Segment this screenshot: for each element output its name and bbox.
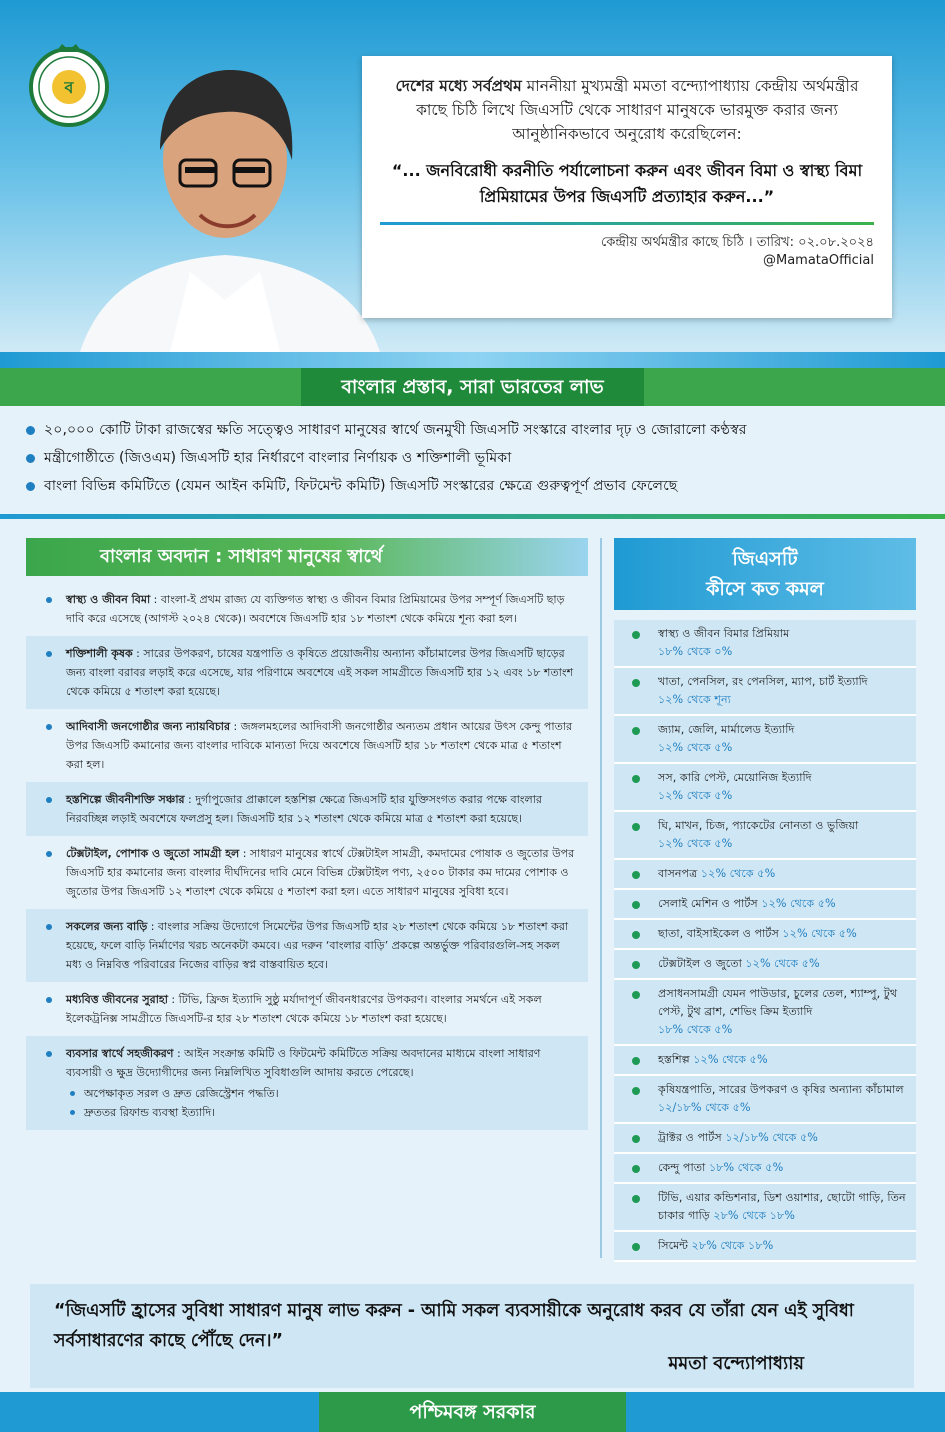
list-item: কৃষিযন্ত্রপাতি, সারের উপকরণ ও কৃষির অন্যান্য কাঁচামাল ১২/১৮% থেকে ৫% [614, 1076, 916, 1124]
divider [0, 514, 945, 519]
footer-quote-box [30, 1284, 914, 1388]
footer-band [0, 1392, 945, 1432]
letter-quote: “... জনবিরোধী করনীতি পর্যালোচনা করুন এবং জীবন বিমা ও স্বাস্থ্য বিমা প্রিমিয়ামের উপর জিএসটি প্রত্যাহার করুন...” [391, 161, 863, 206]
list-item: ট্রাক্টর ও পার্টস ১২/১৮% থেকে ৫% [614, 1124, 916, 1154]
sub-list [66, 1084, 576, 1122]
list-item: সকলের জন্য বাড়ি : বাংলার সক্রিয় উদ্যোগে সিমেন্টের উপর জিএসটি হার ২৮ শতাংশ থেকে কমিয়ে ১৮ শতাংশ করা হয়েছে, ফলে বাড়ি নির্মাণের খরচ অনেকটা কমবে। এর দরুন ‘বাংলার বাড়ি’ প্রকল্পে অন্তর্ভুক্ত পরিবারগুলি-সহ সকল মধ্য ও নিম্নবিত্ত পরিবারের নিজের বাড়ির স্বপ্ন বাস্তবায়িত হবে। [26, 909, 588, 982]
contribution-heading: বাংলার অবদান : সাধারণ মানুষের স্বার্থে [26, 538, 588, 576]
signature: মমতা বন্দ্যোপাধ্যায় [668, 1353, 804, 1374]
letter-source: কেন্দ্রীয় অর্থমন্ত্রীর কাছে চিঠি । তারিখ: ০২.০৮.২০২৪ [600, 235, 874, 250]
government-name: পশ্চিমবঙ্গ সরকার [319, 1392, 625, 1432]
heading-line-2: কীসে কত কমল [706, 578, 824, 600]
sub-list-item: অপেক্ষাকৃত সরল ও দ্রুত রেজিস্ট্রেশন পদ্ধতি। [66, 1084, 576, 1103]
column-divider [600, 538, 602, 1258]
list-item: প্রসাধনসামগ্রী যেমন পাউডার, চুলের তেল, শ্যাম্পু, টুথ পেস্ট, টুথ ব্রাশ, শেভিং ক্রিম ইত্যাদি ১৮% থেকে ৫% [614, 980, 916, 1046]
list-item: ব্যবসার স্বার্থে সহজীকরণ : আইন সংক্রান্ত কমিটি ও ফিটমেন্ট কমিটিতে সক্রিয় অবদানের মাধ্যমে বাংলা সাধারণ ব্যবসায়ী ও ক্ষুদ্র উদ্যোগীদের জন্য নিম্নলিখিত সুবিধাগুলি আদায় করতে পেরেছে। অপেক্ষাকৃত সরল ও দ্রুত রেজিস্ট্রেশন পদ্ধতি। দ্রুততর রিফান্ড ব্যবস্থা ইত্যাদি। [26, 1036, 588, 1130]
list-item: শক্তিশালী কৃষক : সারের উপকরণ, চাষের যন্ত্রপাতি ও কৃষিতে প্রয়োজনীয় অন্যান্য কাঁচামালের উপর জিএসটি ছাড়ের জন্য বাংলা বরাবর লড়াই করে এসেছে, যার পরিণামে অবশেষে এই সকল সামগ্রীতে জিএসটি হার ১২ এবং ১৮ শতাংশ থেকে কমিয়ে ৫ শতাংশ করা হয়েছে। [26, 636, 588, 709]
list-item: সিমেন্ট ২৮% থেকে ১৮% [614, 1232, 916, 1262]
heading-line-1: জিএসটি [732, 548, 798, 570]
list-item: জ্যাম, জেলি, মার্মালেড ইত্যাদি ১২% থেকে ৫% [614, 716, 916, 764]
intro-text: দেশের মধ্যে সর্বপ্রথম মাননীয়া মুখ্যমন্ত্রী মমতা বন্দ্যোপাধ্যায় কেন্দ্রীয় অর্থমন্ত্রীর কাছে চিঠি লিখে জিএসটি থেকে সাধারণ মানুষকে ভারমুক্ত করার জন্য আনুষ্ঠানিকভাবে অনুরোধ করেছিলেন: [395, 77, 859, 143]
list-item: টেক্সটাইল ও জুতো ১২% থেকে ৫% [614, 950, 916, 980]
letter-quote-card [362, 56, 892, 318]
decorative-stripe [0, 352, 945, 368]
list-item: সেলাই মেশিন ও পার্টস ১২% থেকে ৫% [614, 890, 916, 920]
list-item: আদিবাসী জনগোষ্ঠীর জন্য ন্যায়বিচার : জঙ্গলমহলের আদিবাসী জনগোষ্ঠীর অন্যতম প্রধান আয়ের উৎস কেন্দু পাতার উপর জিএসটি কমানোর জন্য বাংলার দাবিকে মান্যতা দিয়ে অবশেষে জিএসটি হার ১৮ শতাংশ থেকে মাত্র ৫ শতাংশ করা হল। [26, 709, 588, 782]
list-item: স্বাস্থ্য ও জীবন বিমা : বাংলা-ই প্রথম রাজ্য যে ব্যক্তিগত স্বাস্থ্য ও জীবন বিমার প্রিমিয়ামের উপর সম্পূর্ণ জিএসটি ছাড় দাবি করে এসেছে (আগস্ট ২০২৪ থেকে)। অবশেষে জিএসটি হার ১৮ শতাংশ থেকে কমিয়ে শূন্য করা হল। [26, 582, 588, 636]
list-item: বাংলা বিভিন্ন কমিটিতে (যেমন আইন কমিটি, ফিটমেন্ট কমিটি) জিএসটি সংস্কারের ক্ষেত্রে গুরুত্বপূর্ণ প্রভাব ফেলেছে [24, 472, 924, 500]
footer-quote: “জিএসটি হ্রাসের সুবিধা সাধারণ মানুষ লাভ করুন - আমি সকল ব্যবসায়ীকে অনুরোধ করব যে তাঁরা যেন এই সুবিধা সর্বসাধারণের কাছে পৌঁছে দেন।” [54, 1301, 854, 1351]
divider [380, 222, 874, 225]
contribution-list [26, 582, 588, 1130]
list-item: কেন্দু পাতা ১৮% থেকে ৫% [614, 1154, 916, 1184]
list-item: হস্তশিল্প ১২% থেকে ৫% [614, 1046, 916, 1076]
list-item: টিভি, এয়ার কন্ডিশনার, ডিশ ওয়াশার, ছোটো গাড়ি, তিন চাকার গাড়ি ২৮% থেকে ১৮% [614, 1184, 916, 1232]
list-item: সস, কারি পেস্ট, মেয়োনিজ ইত্যাদি ১২% থেকে ৫% [614, 764, 916, 812]
list-item: স্বাস্থ্য ও জীবন বিমার প্রিমিয়াম ১৮% থেকে ০% [614, 620, 916, 668]
list-item: ২০,০০০ কোটি টাকা রাজস্বের ক্ষতি সত্ত্বেও সাধারণ মানুষের স্বার্থে জনমুখী জিএসটি সংস্কারে বাংলার দৃঢ় ও জোরালো কণ্ঠস্বর [24, 416, 924, 444]
band-title: বাংলার প্রস্তাব, সারা ভারতের লাভ [0, 368, 945, 406]
hero-section [0, 0, 945, 352]
list-item: টেক্সটাইল, পোশাক ও জুতো সামগ্রী হল : সাধারণ মানুষের স্বার্থে টেক্সটাইল সামগ্রী, কমদামের পোষাক ও জুতোর উপর জিএসটি হার কমানোর জন্য বাংলার দীর্ঘদিনের দাবি মেনে বিভিন্ন টেক্সটাইল পণ্য, ২৫০০ টাকার কম দামের পোশাক ও জুতোর উপর জিএসটি ১২ শতাংশ থেকে কমিয়ে ৫ শতাংশ করা হল। এতে সাধারণ মানুষের সুবিধা হবে। [26, 836, 588, 909]
gst-reduction-heading [614, 538, 916, 610]
list-item: ছাতা, বাইসাইকেল ও পার্টস ১২% থেকে ৫% [614, 920, 916, 950]
list-item: মধ্যবিত্ত জীবনের সুরাহা : টিভি, ফ্রিজ ইত্যাদি সুষ্ঠু মর্যাদাপূর্ণ জীবনধারণের উপকরণ। বাংলার সমর্থনে এই সকল ইলেকট্রনিক্স সামগ্রীতে জিএসটি-র হার ২৮ শতাংশ থেকে কমিয়ে ১৮ শতাংশ করা হয়েছে। [26, 982, 588, 1036]
social-handle: @MamataOfficial [762, 253, 874, 268]
svg-text:ব: ব [64, 78, 74, 97]
list-item: মন্ত্রীগোষ্ঠীতে (জিওএম) জিএসটি হার নির্ধারণে বাংলার নির্ণায়ক ও শক্তিশালী ভূমিকা [24, 444, 924, 472]
list-item: ঘি, মাখন, চিজ, প্যাকেটের নোনতা ও ভুজিয়া ১২% থেকে ৫% [614, 812, 916, 860]
list-item: হস্তশিল্পে জীবনীশক্তি সঞ্চার : দুর্গাপুজোর প্রাক্কালে হস্তশিল্প ক্ষেত্রে জিএসটি হার যুক্তিসংগত করার পক্ষে বাংলার নিরবচ্ছিন্ন লড়াই অবশেষে ফলপ্রসু হল। জিএসটি হার ১২ শতাংশ থেকে কমিয়ে মাত্র ৫ শতাংশ করা হয়েছে। [26, 782, 588, 836]
list-item: খাতা, পেনসিল, রং পেনসিল, ম্যাপ, চার্ট ইত্যাদি ১২% থেকে শূন্য [614, 668, 916, 716]
sub-list-item: দ্রুততর রিফান্ড ব্যবস্থা ইত্যাদি। [66, 1103, 576, 1122]
chief-minister-portrait [60, 40, 390, 352]
top-bullets [24, 416, 924, 500]
gst-reduction-list [614, 620, 916, 1262]
list-item: বাসনপত্র ১২% থেকে ৫% [614, 860, 916, 890]
